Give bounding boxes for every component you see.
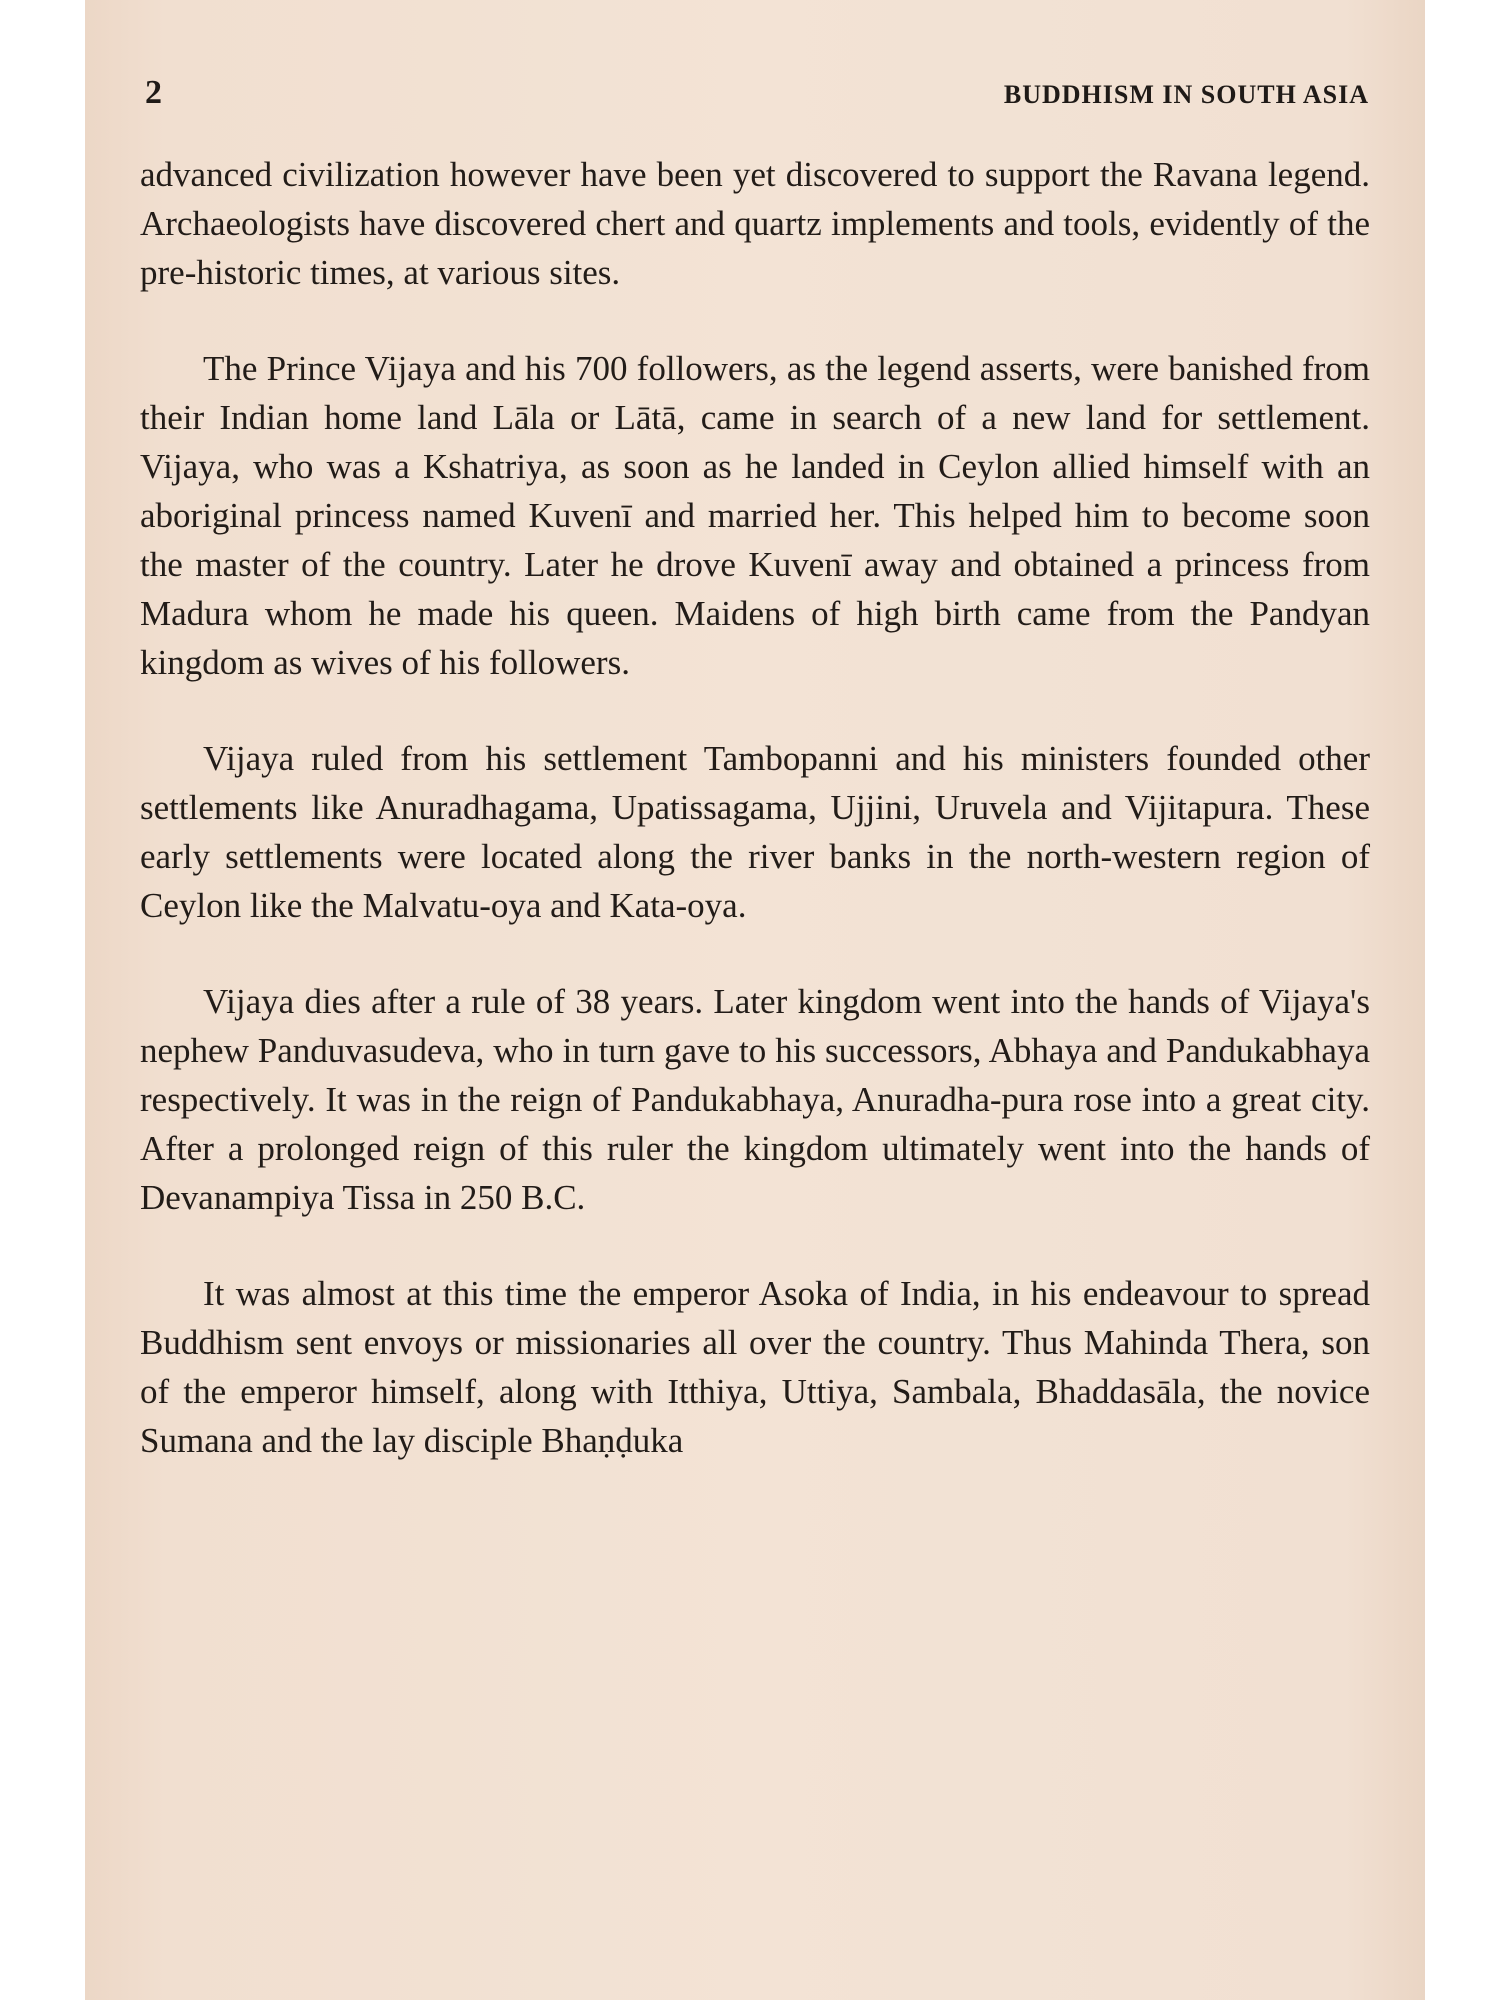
page-body [140,150,1370,1512]
page-header [145,74,1369,114]
page-number: 2 [145,74,162,111]
paragraph-continuation: advanced civilization however have been yet discovered to support the Ravana legend. Archaeologists have discovered chert and quartz implements and tools, evidently of the pre-historic times, at various sites. [140,155,1370,292]
book-page [85,0,1425,2000]
running-title: BUDDHISM IN SOUTH ASIA [1003,80,1369,109]
paragraph-vijaya-arrival: The Prince Vijaya and his 700 followers, as the legend asserts, were banished from their Indian home land Lāla or Lātā, came in search of a new land for settlement. Vijaya, who was a Kshatriya, as soon as he landed in Ceylon allied himself with an aboriginal princess named Kuvenī and married her. This helped him to become soon the master of the country. Later he drove Kuvenī away and obtained a princess from Madura whom he made his queen. Maidens of high birth came from the Pandyan kingdom as wives of his followers. [140,349,1370,682]
paragraph-settlements: Vijaya ruled from his settlement Tambopanni and his ministers founded other settlements like Anuradhagama, Upatissagama, Ujjini, Uruvela and Vijitapura. These early settlements were located along the river banks in the north-western region of Ceylon like the Malvatu-oya and Kata-oya. [140,739,1370,925]
paragraph-succession: Vijaya dies after a rule of 38 years. Later kingdom went into the hands of Vijaya's nephew Panduvasudeva, who in turn gave to his successors, Abhaya and Pandukabhaya respectively. It was in the reign of Pandukabhaya, Anuradha-pura rose into a great city. After a prolonged reign of this ruler the kingdom ultimately went into the hands of Devanampiya Tissa in 250 B.C. [140,982,1370,1217]
paragraph-asoka-mission: It was almost at this time the emperor Asoka of India, in his endeavour to spread Buddhism sent envoys or missionaries all over the country. Thus Mahinda Thera, son of the emperor himself, along with Itthiya, Uttiya, Sambala, Bhaddasāla, the novice Sumana and the lay disciple Bhaṇḍuka [140,1274,1370,1460]
